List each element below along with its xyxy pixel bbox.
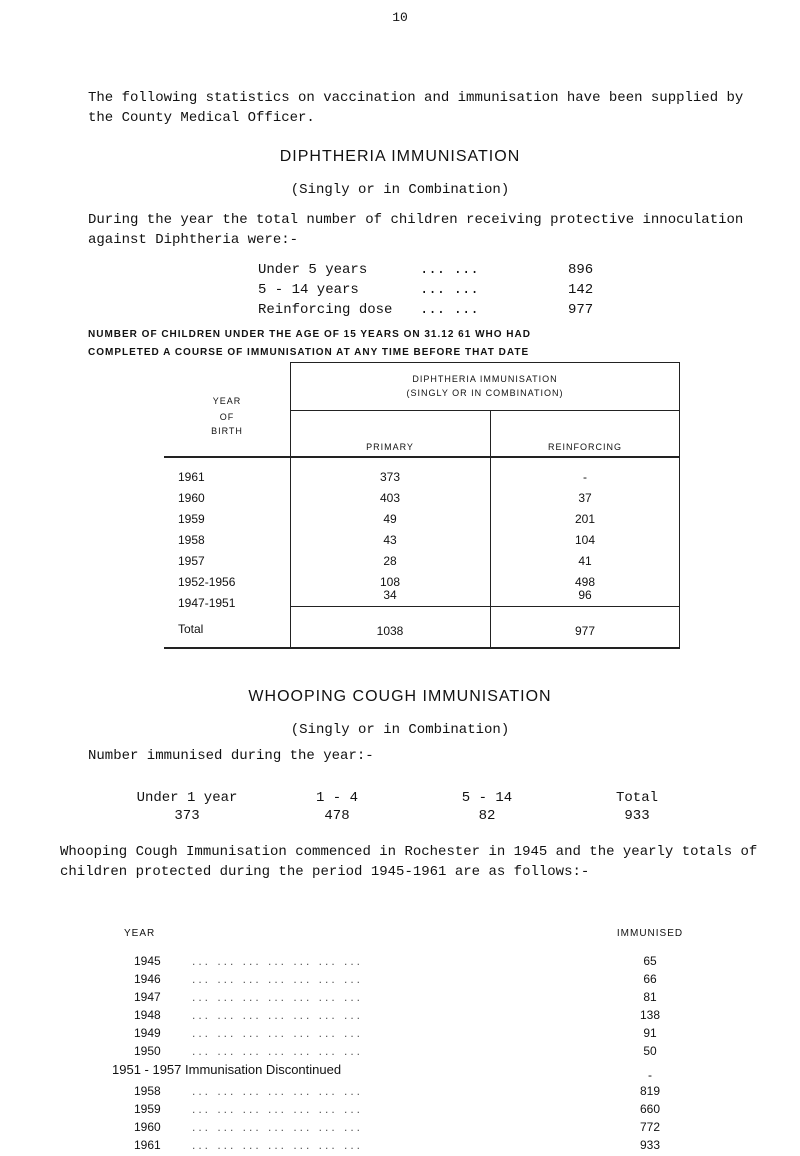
table-cell-primary: 108 <box>379 575 401 589</box>
row-value: 660 <box>639 1102 661 1116</box>
intro-paragraph: The following statistics on vaccination and immunisation have been supplied by the County Medical Officer. <box>88 90 744 126</box>
row-value: 933 <box>639 1138 661 1152</box>
list-item-value: 142 <box>568 282 594 298</box>
row-value: 772 <box>639 1120 661 1134</box>
row-value: 65 <box>643 954 657 968</box>
list-item-dots: ... ... <box>420 262 479 278</box>
row-year: 1961 <box>134 1138 161 1152</box>
diphtheria-paragraph: During the year the total number of children receiving protective innoculation against Diphtheria were:- <box>88 212 744 248</box>
row-dots: ... ... ... ... ... ... ... <box>192 1026 364 1040</box>
table-row <box>120 954 720 972</box>
age-header: 1 - 4 <box>315 790 358 806</box>
col-immunised-header: IMMUNISED <box>616 928 684 939</box>
age-value: 82 <box>478 808 496 824</box>
age-value: 933 <box>624 808 650 824</box>
table-cell-year: 1959 <box>178 512 205 526</box>
age-header: Under 1 year <box>136 790 238 806</box>
row-dots: ... ... ... ... ... ... ... <box>192 954 364 968</box>
table-cell-year: 1958 <box>178 533 205 547</box>
table-cell-primary: 373 <box>379 470 401 484</box>
row-value: 66 <box>643 972 657 986</box>
list-item-label: 5 - 14 years <box>258 282 359 298</box>
row-year: 1948 <box>134 1008 161 1022</box>
row-year: 1959 <box>134 1102 161 1116</box>
row-year: 1958 <box>134 1084 161 1098</box>
table-total-label: Total <box>178 622 204 636</box>
table-cell-reinforcing: - <box>583 470 587 484</box>
age-value: 478 <box>324 808 350 824</box>
course-heading-line2: COMPLETED A COURSE OF IMMUNISATION AT ANY TIME BEFORE THAT DATE <box>88 347 530 358</box>
row-dots: ... ... ... ... ... ... ... <box>192 1044 364 1058</box>
row-dots: ... ... ... ... ... ... ... <box>192 1138 364 1152</box>
table-cell-year: 1957 <box>178 554 205 568</box>
diphtheria-table <box>164 362 680 648</box>
table-cell-year: 1960 <box>178 491 205 505</box>
rochester-paragraph: Whooping Cough Immunisation commenced in Rochester in 1945 and the yearly totals of children protected during the period 1945-1961 are as follows:- <box>60 844 758 880</box>
row-value: 91 <box>643 1026 657 1040</box>
table-cell-reinforcing: 37 <box>578 491 592 505</box>
table-cell-reinforcing: 96 <box>578 588 592 602</box>
table-row <box>120 1026 720 1044</box>
row-dots: ... ... ... ... ... ... ... <box>192 1084 364 1098</box>
age-header: 5 - 14 <box>461 790 513 806</box>
table-cell-primary: 403 <box>379 491 401 505</box>
table-cell-reinforcing: 498 <box>574 575 596 589</box>
table-cell-primary: 28 <box>383 554 397 568</box>
col-reinforcing-header: REINFORCING <box>548 442 622 452</box>
table-cell-reinforcing: 104 <box>574 533 596 547</box>
list-item-label: Under 5 years <box>258 262 368 278</box>
table-cell-reinforcing: 41 <box>578 554 592 568</box>
page-number: 10 <box>392 10 408 25</box>
diphtheria-subtitle: (Singly or in Combination) <box>290 182 510 198</box>
col-primary-header: PRIMARY <box>366 442 414 452</box>
age-header: Total <box>615 790 658 806</box>
col-year-header-line3: BIRTH <box>211 426 243 436</box>
list-item-dots: ... ... <box>420 282 479 298</box>
row-value: 50 <box>643 1044 657 1058</box>
whooping-subtitle: (Singly or in Combination) <box>290 722 510 738</box>
list-item-value: 977 <box>568 302 594 318</box>
table-row <box>120 1044 720 1062</box>
group-header-line2: (SINGLY OR IN COMBINATION) <box>406 388 564 398</box>
col-year-header-line2: OF <box>219 412 235 422</box>
row-dots: ... ... ... ... ... ... ... <box>192 1008 364 1022</box>
list-item <box>258 282 359 298</box>
table-row <box>120 1102 720 1120</box>
age-value: 373 <box>174 808 200 824</box>
col-year-header-line1: YEAR <box>212 396 242 406</box>
list-item-value: 896 <box>568 262 594 278</box>
row-year: 1950 <box>134 1044 161 1058</box>
row-year: 1949 <box>134 1026 161 1040</box>
group-header-line1: DIPHTHERIA IMMUNISATION <box>412 374 558 384</box>
row-dots: ... ... ... ... ... ... ... <box>192 972 364 986</box>
whooping-paragraph: Number immunised during the year:- <box>88 748 374 764</box>
course-heading-line1: NUMBER OF CHILDREN UNDER THE AGE OF 15 YEARS ON 31.12 61 WHO HAD <box>88 329 531 340</box>
diphtheria-title: DIPHTHERIA IMMUNISATION <box>279 148 521 165</box>
row-dots: ... ... ... ... ... ... ... <box>192 1120 364 1134</box>
row-value: 81 <box>643 990 657 1004</box>
list-item <box>258 302 392 318</box>
table-row <box>120 1120 720 1138</box>
row-dots: ... ... ... ... ... ... ... <box>192 1102 364 1116</box>
discontinued-value: - <box>648 1068 652 1082</box>
table-cell-year: 1947-1951 <box>178 596 236 610</box>
row-year: 1960 <box>134 1120 161 1134</box>
list-item-dots: ... ... <box>420 302 479 318</box>
table-row <box>120 990 720 1008</box>
row-year: 1945 <box>134 954 161 968</box>
row-dots: ... ... ... ... ... ... ... <box>192 990 364 1004</box>
row-year: 1947 <box>134 990 161 1004</box>
row-year: 1946 <box>134 972 161 986</box>
discontinued-row <box>112 1062 720 1082</box>
table-cell-year: 1961 <box>178 470 205 484</box>
table-cell-primary: 43 <box>383 533 397 547</box>
table-total-primary: 1038 <box>376 624 404 638</box>
table-row <box>120 1138 720 1156</box>
whooping-title: WHOOPING COUGH IMMUNISATION <box>248 688 552 705</box>
row-value: 819 <box>639 1084 661 1098</box>
table-row <box>120 972 720 990</box>
table-cell-reinforcing: 201 <box>574 512 596 526</box>
table-cell-year: 1952-1956 <box>178 575 236 589</box>
list-item <box>258 262 367 278</box>
list-item-label: Reinforcing dose <box>258 302 393 318</box>
row-value: 138 <box>639 1008 661 1022</box>
yearly-header <box>120 928 720 946</box>
table-total-reinforcing: 977 <box>574 624 596 638</box>
table-row <box>120 1008 720 1026</box>
table-row <box>120 1084 720 1102</box>
table-cell-primary: 34 <box>383 588 397 602</box>
discontinued-note: 1951 - 1957 Immunisation Discontinued <box>112 1062 342 1077</box>
col-year-header: YEAR <box>124 928 156 939</box>
table-cell-primary: 49 <box>383 512 397 526</box>
